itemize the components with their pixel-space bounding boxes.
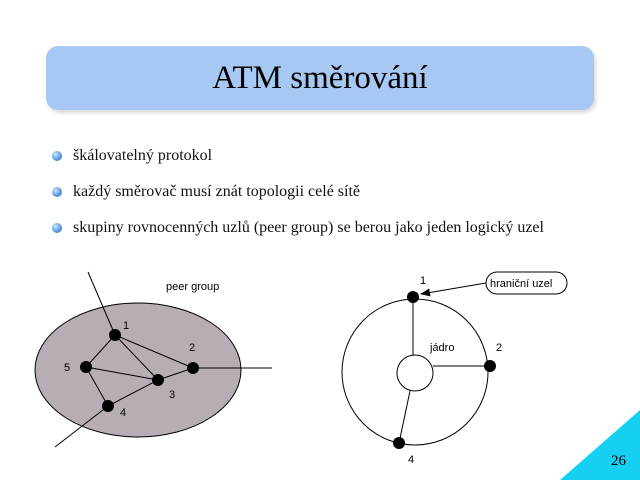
node-1 xyxy=(109,329,121,341)
node-4 xyxy=(102,400,114,412)
node-label-5: 5 xyxy=(64,362,71,374)
slide-title: ATM směrování xyxy=(212,59,428,96)
border-node-2 xyxy=(484,360,496,372)
node-label-2: 2 xyxy=(189,342,196,354)
border-node-1 xyxy=(407,291,419,303)
callout-arrow xyxy=(421,283,486,294)
core-circle xyxy=(397,355,433,391)
bullet-text: skupiny rovnocenných uzlů (peer group) se berou jako jeden logický uzel xyxy=(73,219,544,236)
logical-node-diagram xyxy=(342,272,567,466)
node-label-4: 4 xyxy=(120,407,127,419)
page-number: 26 xyxy=(611,453,626,469)
node-label-3: 3 xyxy=(169,389,176,401)
node-2 xyxy=(187,362,199,374)
node-5 xyxy=(80,361,92,373)
spoke xyxy=(399,391,410,443)
node-label-1: 1 xyxy=(123,320,130,332)
border-node-4 xyxy=(393,437,405,449)
peer-group-label: peer group xyxy=(166,281,220,293)
node-3 xyxy=(152,374,164,386)
node-label-4: 4 xyxy=(408,454,415,466)
core-label: jádro xyxy=(430,342,455,354)
corner-accent xyxy=(560,410,640,480)
border-node-label: hraniční uzel xyxy=(490,278,553,290)
bullet-text: škálovatelný protokol xyxy=(73,147,213,164)
node-label-2: 2 xyxy=(496,342,503,354)
node-label-1: 1 xyxy=(420,275,427,287)
bullet-text: každý směrovač musí znát topologii celé sítě xyxy=(73,183,361,200)
peer-group-diagram xyxy=(35,272,272,447)
